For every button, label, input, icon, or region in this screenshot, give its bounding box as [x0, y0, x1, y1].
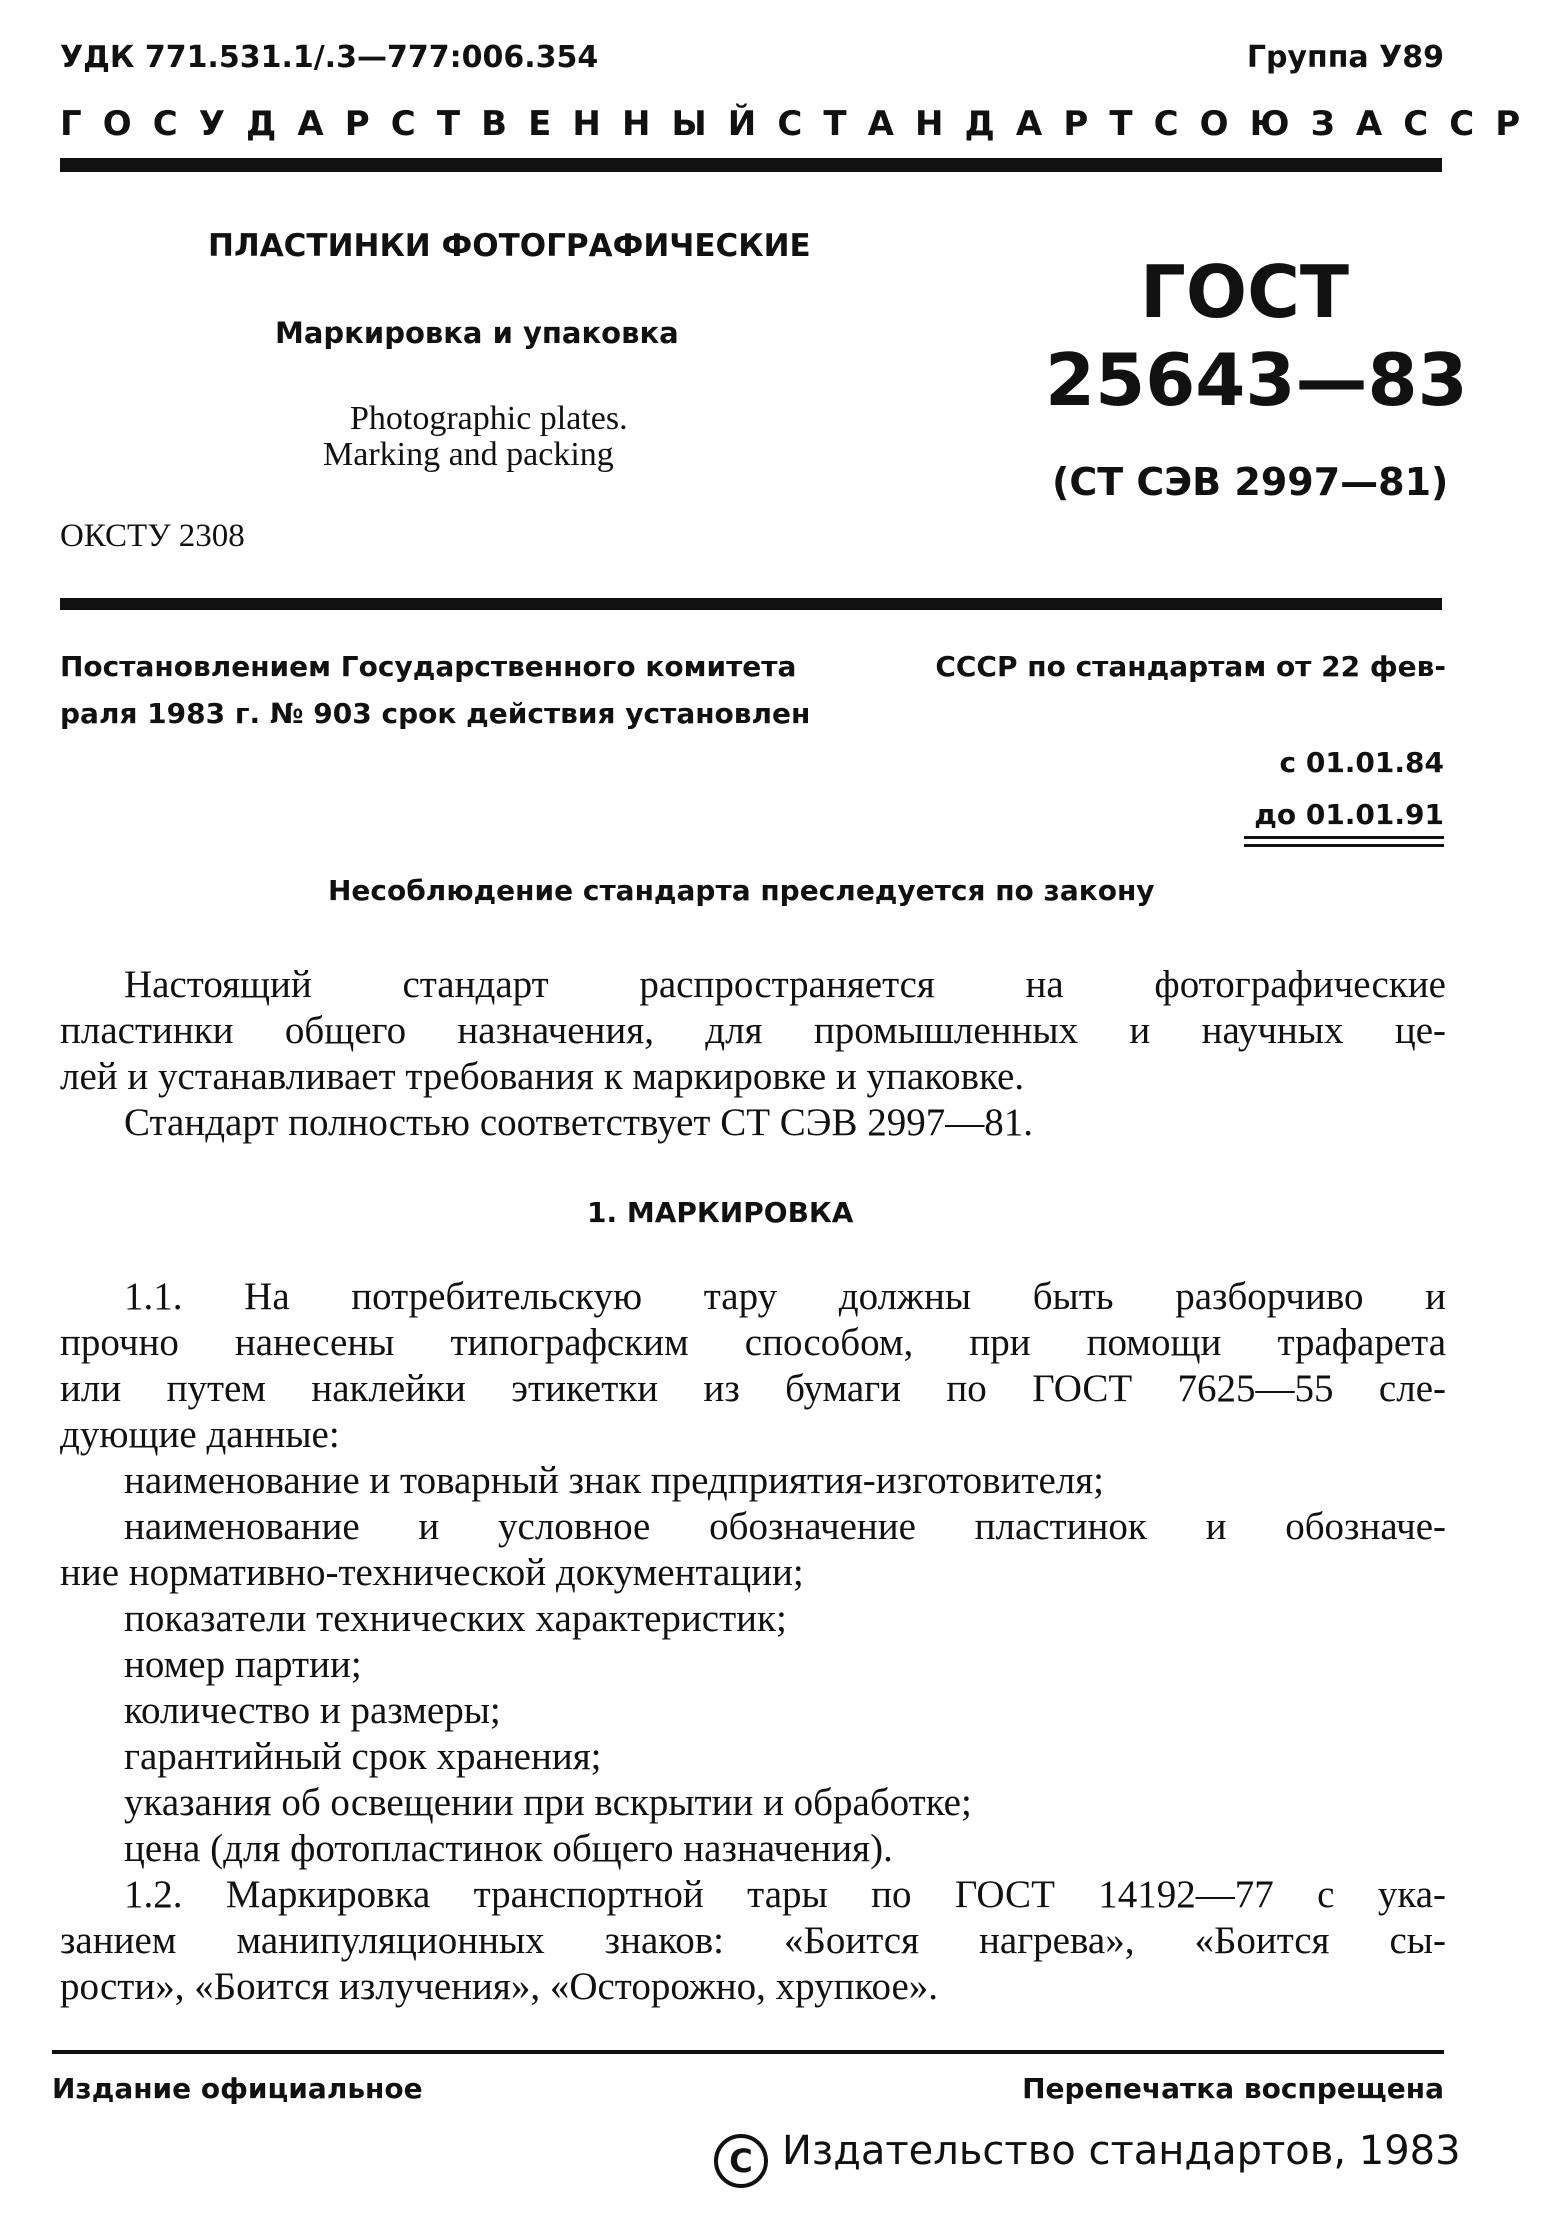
- paragraph-line: занием манипуляционных знаков: «Боится нагрева», «Боится сы-: [60, 1919, 1446, 1962]
- list-item: наименование и условное обозначение пластинок и обозначе-: [124, 1505, 1446, 1548]
- subtitle-ru: Маркировка и упаковка: [275, 316, 679, 350]
- list-item: ние нормативно-технической документации;: [60, 1551, 804, 1594]
- list-item: номер партии;: [124, 1643, 362, 1686]
- state-standard-banner: [60, 104, 1542, 144]
- intro-line: пластинки общего назначения, для промышленных и научных це-: [60, 1009, 1446, 1052]
- title-ru: ПЛАСТИНКИ ФОТОГРАФИЧЕСКИЕ: [208, 228, 811, 264]
- paragraph-line: дующие данные:: [60, 1413, 340, 1456]
- publisher-line: [714, 2128, 1461, 2188]
- copyright-icon: C: [714, 2134, 768, 2188]
- intro-line: Стандарт полностью соответствует СТ СЭВ 2997—81.: [124, 1101, 1034, 1144]
- okstu-code: ОКСТУ 2308: [60, 518, 245, 554]
- publisher-name: Издательство стандартов, 1983: [782, 2128, 1461, 2174]
- title-en-line2: Marking and packing: [323, 436, 614, 473]
- title-rule: [60, 598, 1442, 610]
- paragraph-line: 1.2. Маркировка транспортной тары по ГОСТ 14192—77 с ука-: [124, 1873, 1446, 1916]
- group-code: Группа У89: [1246, 40, 1444, 75]
- decree-line2: раля 1983 г. № 903 срок действия установлен: [60, 697, 811, 730]
- reprint-prohibited: Перепечатка воспрещена: [1022, 2072, 1444, 2105]
- banner-word: СТАНДАРТ: [777, 104, 1154, 144]
- intro-line: лей и устанавливает требования к маркировке и упаковке.: [60, 1055, 1025, 1098]
- decree-line1-left: Постановлением Государственного комитета: [60, 650, 797, 683]
- list-item: цена (для фотопластинок общего назначения).: [124, 1827, 893, 1870]
- list-item: указания об освещении при вскрытии и обработке;: [124, 1781, 972, 1824]
- penalty-notice: Несоблюдение стандарта преследуется по закону: [328, 874, 1155, 907]
- list-item: гарантийный срок хранения;: [124, 1735, 602, 1778]
- decree-line1-right: СССР по стандартам от 22 фев-: [935, 650, 1446, 683]
- udk-code: УДК 771.531.1/.3—777:006.354: [60, 40, 599, 75]
- intro-line: Настоящий стандарт распространяется на фотографические: [124, 963, 1446, 1006]
- paragraph-line: рости», «Боится излучения», «Осторожно, хрупкое».: [60, 1965, 939, 2008]
- valid-underline: [1244, 844, 1444, 847]
- list-item: показатели технических характеристик;: [124, 1597, 787, 1640]
- banner-word: СОЮЗА: [1153, 104, 1404, 144]
- decree-line1: [60, 650, 1446, 683]
- gost-label: ГОСТ: [1140, 250, 1350, 334]
- banner-word: ГОСУДАРСТВЕННЫЙ: [60, 104, 778, 144]
- title-en-line1: Photographic plates.: [350, 400, 628, 437]
- footer-rule: [52, 2050, 1444, 2054]
- gost-number: 25643—83: [1045, 338, 1468, 422]
- header-rule: [60, 158, 1442, 172]
- st-sev-reference: (СТ СЭВ 2997—81): [1052, 460, 1449, 504]
- valid-underline: [1244, 836, 1444, 839]
- official-edition: Издание официальное: [52, 2072, 423, 2105]
- banner-word: ССР: [1403, 104, 1542, 144]
- valid-from: с 01.01.84: [1279, 746, 1444, 779]
- paragraph-line: прочно нанесены типографским способом, при помощи трафарета: [60, 1321, 1446, 1364]
- list-item: наименование и товарный знак предприятия-изготовителя;: [124, 1459, 1104, 1502]
- paragraph-line: 1.1. На потребительскую тару должны быть разборчиво и: [124, 1275, 1446, 1318]
- section-heading: 1. МАРКИРОВКА: [587, 1196, 854, 1229]
- valid-to: до 01.01.91: [1254, 798, 1444, 831]
- paragraph-line: или путем наклейки этикетки из бумаги по ГОСТ 7625—55 сле-: [60, 1367, 1446, 1410]
- list-item: количество и размеры;: [124, 1689, 501, 1732]
